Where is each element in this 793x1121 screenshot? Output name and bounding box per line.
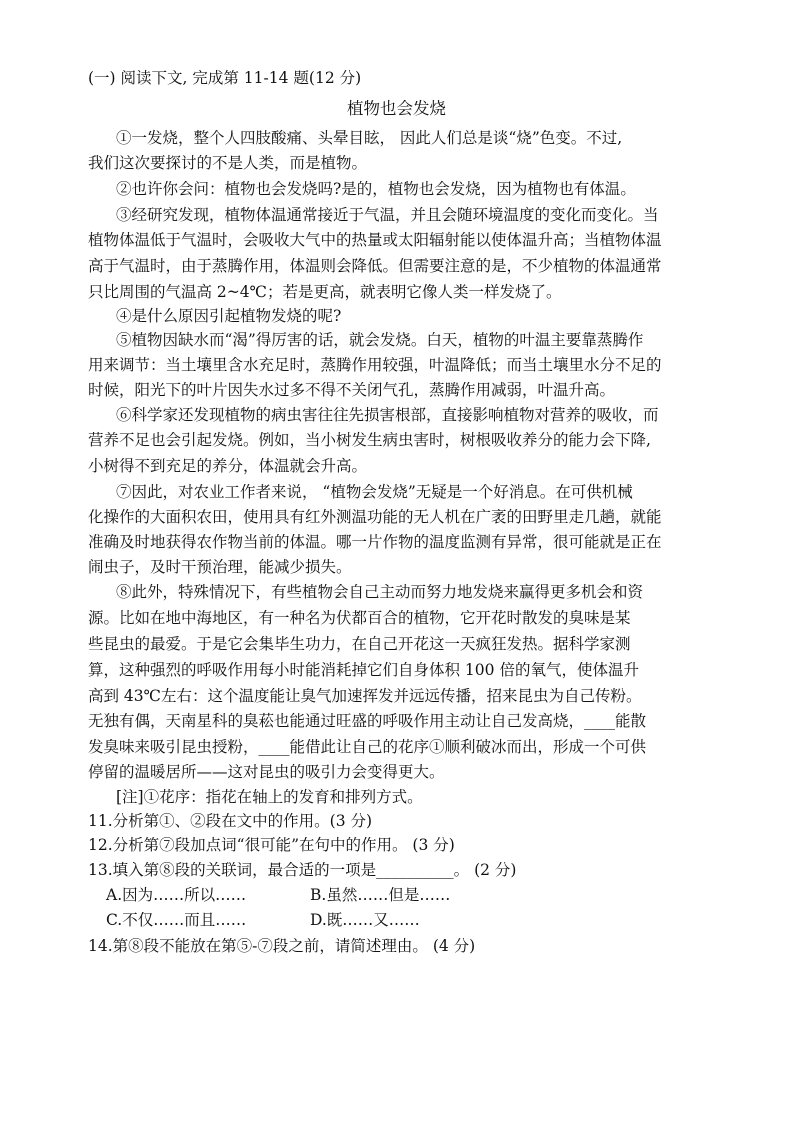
article-title: 植物也会发烧	[347, 99, 446, 118]
question-13: 13.填入第⑧段的关联词，最合适的一项是__________。 (2 分)	[88, 861, 517, 879]
paragraph-line: ②也许你会问：植物也会发烧吗?是的，植物也会发烧，因为植物也有体温。	[116, 180, 636, 198]
paragraph-line: 营养不足也会引起发烧。例如，当小树发生病虫害时，树根吸收养分的能力会下降,	[88, 431, 651, 449]
option-a: A.因为……所以……	[106, 886, 247, 904]
footnote: [注]①花序：指花在轴上的发育和排列方式。	[116, 788, 423, 806]
paragraph-line: 无独有偶，天南星科的臭菘也能通过旺盛的呼吸作用主动让自己发高烧，____能散	[88, 712, 647, 730]
question-12: 12.分析第⑦段加点词“很可能”在句中的作用。 (3 分)	[88, 836, 455, 854]
question-14: 14.第⑧段不能放在第⑤-⑦段之前，请简述理由。 (4 分)	[88, 937, 476, 955]
paragraph-line: 准确及时地获得农作物当前的体温。哪一片作物的温度监测有异常，很可能就是正在	[88, 533, 662, 551]
paragraph-line: 我们这次要探讨的不是人类，而是植物。	[88, 154, 368, 172]
option-b: B.虽然……但是……	[310, 886, 451, 904]
paragraph-line: ④是什么原因引起植物发烧的呢?	[116, 307, 342, 325]
paragraph-line: 化操作的大面积农田，使用具有红外测温功能的无人机在广袤的田野里走几趟，就能	[88, 508, 662, 526]
paragraph-line: 高到 43℃左右：这个温度能让臭气加速挥发并远远传播，招来昆虫为自己传粉。	[88, 687, 642, 705]
section-header: (一) 阅读下文, 完成第 11-14 题(12 分)	[88, 69, 362, 87]
paragraph-line: ③经研究发现，植物体温通常接近于气温，并且会随环境温度的变化而变化。当	[116, 206, 659, 224]
paragraph-line: 时候，阳光下的叶片因失水过多不得不关闭气孔，蒸腾作用减弱，叶温升高。	[88, 381, 616, 399]
paragraph-line: ⑧此外，特殊情况下，有些植物会自己主动而努力地发烧来赢得更多机会和资	[116, 583, 644, 601]
option-d: D.既……又……	[310, 911, 420, 929]
paragraph-line: ⑤植物因缺水而“渴”得厉害的话，就会发烧。白天，植物的叶温主要靠蒸腾作	[116, 331, 644, 349]
paragraph-line: 算，这种强烈的呼吸作用每小时能消耗掉它们自身体积 100 倍的氧气，使体温升	[88, 661, 639, 679]
paragraph-line: 用来调节：当土壤里含水充足时，蒸腾作用较强，叶温降低；而当土壤里水分不足的	[88, 356, 662, 374]
paragraph-line: 高于气温时，由于蒸腾作用，体温则会降低。但需要注意的是，不少植物的体温通常	[88, 257, 662, 275]
paragraph-line: ⑦因此，对农业工作者来说， “植物会发烧”无疑是一个好消息。在可供机械	[116, 483, 633, 501]
paragraph-line: 些昆虫的最爱。于是它会集毕生功力，在自己开花这一天疯狂发热。据科学家测	[88, 635, 631, 653]
paragraph-line: 小树得不到充足的养分，体温就会升高。	[88, 457, 368, 475]
paragraph-line: 源。比如在地中海地区，有一种名为伏都百合的植物，它开花时散发的臭味是某	[88, 609, 631, 627]
paragraph-line: 闹虫子，及时干预治理，能减少损失。	[88, 558, 352, 576]
paragraph-line: 停留的温暖居所——这对昆虫的吸引力会变得更大。	[88, 763, 445, 781]
paragraph-line: 植物体温低于气温时，会吸收大气中的热量或太阳辐射能以使体温升高；当植物体温	[88, 231, 662, 249]
paragraph-line: 只比周围的气温高 2~4℃；若是更高，就表明它像人类一样发烧了。	[88, 283, 562, 301]
paragraph-line: ⑥科学家还发现植物的病虫害往往先损害根部，直接影响植物对营养的吸收，而	[116, 406, 659, 424]
question-11: 11.分析第①、②段在文中的作用。(3 分)	[88, 812, 373, 830]
paragraph-line: ①一发烧，整个人四肢酸痛、头晕目眩， 因此人们总是谈“烧”色变。不过,	[116, 129, 623, 147]
option-c: C.不仅……而且……	[106, 911, 247, 929]
paragraph-line: 发臭味来吸引昆虫授粉，____能借此让自己的花序①顺利破冰而出，形成一个可供	[88, 738, 647, 756]
